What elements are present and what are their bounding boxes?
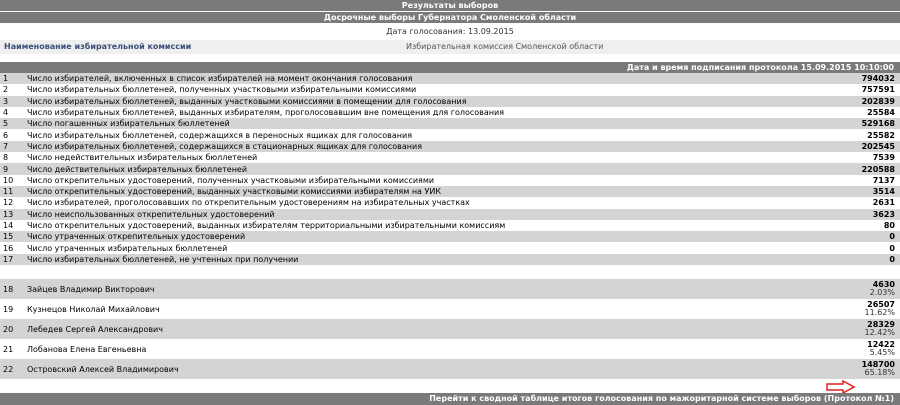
candidate-name: Островский Алексей Владимирович xyxy=(27,359,807,379)
stat-row xyxy=(0,186,900,197)
stat-number: 17 xyxy=(0,254,27,265)
candidate-votes: 12422 xyxy=(867,340,895,350)
stat-number: 14 xyxy=(3,221,14,230)
stat-row xyxy=(0,118,900,129)
stat-number: 2 xyxy=(3,85,9,95)
stat-value: 529168 xyxy=(807,118,900,129)
stat-label: Число избирательных бюллетеней, полученных участковыми избирательными комиссиями xyxy=(27,85,417,95)
stat-label: Число открепительных удостоверений, полученных участковыми избирательными комиссиями xyxy=(27,175,435,185)
candidate-name: Зайцев Владимир Викторович xyxy=(27,279,807,299)
stat-row xyxy=(0,254,900,265)
stat-label: Число избирательных бюллетеней, содержащихся в переносных ящиках для голосования xyxy=(27,130,412,140)
stat-value: 7137 xyxy=(872,175,895,185)
candidate-row xyxy=(0,319,900,339)
red-arrow-icon xyxy=(826,380,856,394)
candidate-row xyxy=(0,339,900,359)
candidate-votes: 4630 xyxy=(872,280,895,290)
stat-number: 9 xyxy=(0,163,27,174)
stat-row xyxy=(0,163,900,174)
stat-number: 7 xyxy=(0,141,27,152)
stat-label: Число избирательных бюллетеней, выданных участковыми комиссиями в помещении для голосования xyxy=(27,96,807,107)
stat-row xyxy=(0,152,900,163)
footer-link-text[interactable]: Перейти к сводной таблице итогов голосования по мажоритарной системе выборов (Протокол №1) xyxy=(429,394,894,403)
candidate-result xyxy=(807,359,900,379)
candidate-result xyxy=(807,279,900,299)
candidate-votes: 148700 xyxy=(861,360,895,370)
stat-row xyxy=(0,197,900,208)
stat-value: 794032 xyxy=(807,73,900,84)
candidate-name: Кузнецов Николай Михайлович xyxy=(27,304,160,314)
stat-label: Число погашенных избирательных бюллетеней xyxy=(27,118,807,129)
stat-number: 3 xyxy=(0,96,27,107)
stat-value: 3514 xyxy=(807,186,900,197)
stat-value: 0 xyxy=(889,243,895,253)
candidate-votes: 26507 xyxy=(867,300,895,310)
candidate-row xyxy=(0,299,900,319)
candidate-percent: 11.62% xyxy=(864,308,895,318)
stat-number: 8 xyxy=(3,153,9,163)
stat-value: 757591 xyxy=(861,85,895,95)
stat-number: 1 xyxy=(0,73,27,84)
stat-row xyxy=(0,107,900,118)
stat-label: Число избирательных бюллетеней, выданных избирателям, проголосовавшим вне помещения для голосования xyxy=(27,108,505,118)
stat-label: Число избирательных бюллетеней, содержащихся в стационарных ящиках для голосования xyxy=(27,141,807,152)
stat-row xyxy=(0,73,900,84)
stat-row xyxy=(0,96,900,107)
stat-row xyxy=(0,220,900,231)
commission-label: Наименование избирательной комиссии xyxy=(4,42,192,51)
candidates-table xyxy=(0,279,900,379)
election-title: Досрочные выборы Губернатора Смоленской области xyxy=(0,12,900,24)
vote-date: Дата голосования: 13.09.2015 xyxy=(386,27,514,36)
stat-number: 4 xyxy=(3,108,9,118)
protocol-header: Дата и время подписания протокола 15.09.2015 10:10:00 xyxy=(0,62,900,73)
candidate-number: 22 xyxy=(0,359,27,379)
stat-label: Число недействительных избирательных бюллетеней xyxy=(27,153,258,163)
candidate-number: 18 xyxy=(0,279,27,299)
stat-label: Число действительных избирательных бюллетеней xyxy=(27,163,807,174)
candidate-result xyxy=(807,319,900,339)
stat-row xyxy=(0,242,900,253)
stat-number: 6 xyxy=(3,130,9,140)
stat-value: 3623 xyxy=(807,209,900,220)
stat-row xyxy=(0,129,900,140)
candidate-number: 19 xyxy=(3,304,14,314)
candidate-number: 21 xyxy=(3,344,14,354)
stat-number: 10 xyxy=(3,175,14,185)
stat-value: 25582 xyxy=(867,130,895,140)
stat-label: Число открепительных удостоверений, выданных избирателям территориальными избирательными комиссиям xyxy=(27,221,506,230)
stat-label: Число утраченных избирательных бюллетеней xyxy=(27,243,228,253)
candidate-row xyxy=(0,359,900,379)
candidate-percent: 65.18% xyxy=(864,368,895,378)
candidate-percent: 5.45% xyxy=(869,348,895,358)
results-title: Результаты выборов xyxy=(0,0,900,12)
stat-row xyxy=(0,84,900,95)
stat-row xyxy=(0,231,900,242)
stat-row xyxy=(0,209,900,220)
stat-row xyxy=(0,175,900,186)
footer-link[interactable] xyxy=(0,393,900,405)
stat-number: 13 xyxy=(0,209,27,220)
stat-label: Число избирательных бюллетеней, не учтенных при получении xyxy=(27,254,807,265)
candidate-percent: 2.03% xyxy=(869,288,895,298)
stat-value: 25584 xyxy=(867,108,895,118)
stat-number: 16 xyxy=(3,243,14,253)
candidate-votes: 28329 xyxy=(867,320,895,330)
stat-value: 80 xyxy=(883,221,895,230)
commission-row xyxy=(0,40,900,54)
stat-number: 11 xyxy=(0,186,27,197)
stat-value: 0 xyxy=(807,231,900,242)
candidate-name: Лебедев Сергей Александрович xyxy=(27,319,807,339)
stat-label: Число открепительных удостоверений, выданных участковыми комиссиями избирателям на УИК xyxy=(27,186,807,197)
commission-value: Избирательная комиссия Смоленской области xyxy=(406,42,604,51)
stats-table xyxy=(0,73,900,265)
stat-number: 5 xyxy=(0,118,27,129)
stat-value: 202545 xyxy=(807,141,900,152)
stat-value: 220588 xyxy=(807,163,900,174)
stat-value: 0 xyxy=(807,254,900,265)
stat-label: Число избирателей, проголосовавших по открепительным удостоверениям на избирательных участках xyxy=(27,198,470,208)
stat-number: 15 xyxy=(0,231,27,242)
candidate-number: 20 xyxy=(0,319,27,339)
stat-label: Число неиспользованных открепительных удостоверений xyxy=(27,209,807,220)
stat-number: 12 xyxy=(3,198,14,208)
stat-value: 202839 xyxy=(807,96,900,107)
candidate-name: Лобанова Елена Евгеньевна xyxy=(27,344,147,354)
stat-value: 7539 xyxy=(872,153,895,163)
candidate-result xyxy=(807,339,900,359)
stat-label: Число утраченных открепительных удостоверений xyxy=(27,231,807,242)
candidate-row xyxy=(0,279,900,299)
candidate-percent: 12.42% xyxy=(864,328,895,338)
stat-value: 2631 xyxy=(872,198,895,208)
stat-row xyxy=(0,141,900,152)
stat-label: Число избирателей, включенных в список избирателей на момент окончания голосования xyxy=(27,73,807,84)
candidate-result xyxy=(807,299,900,319)
